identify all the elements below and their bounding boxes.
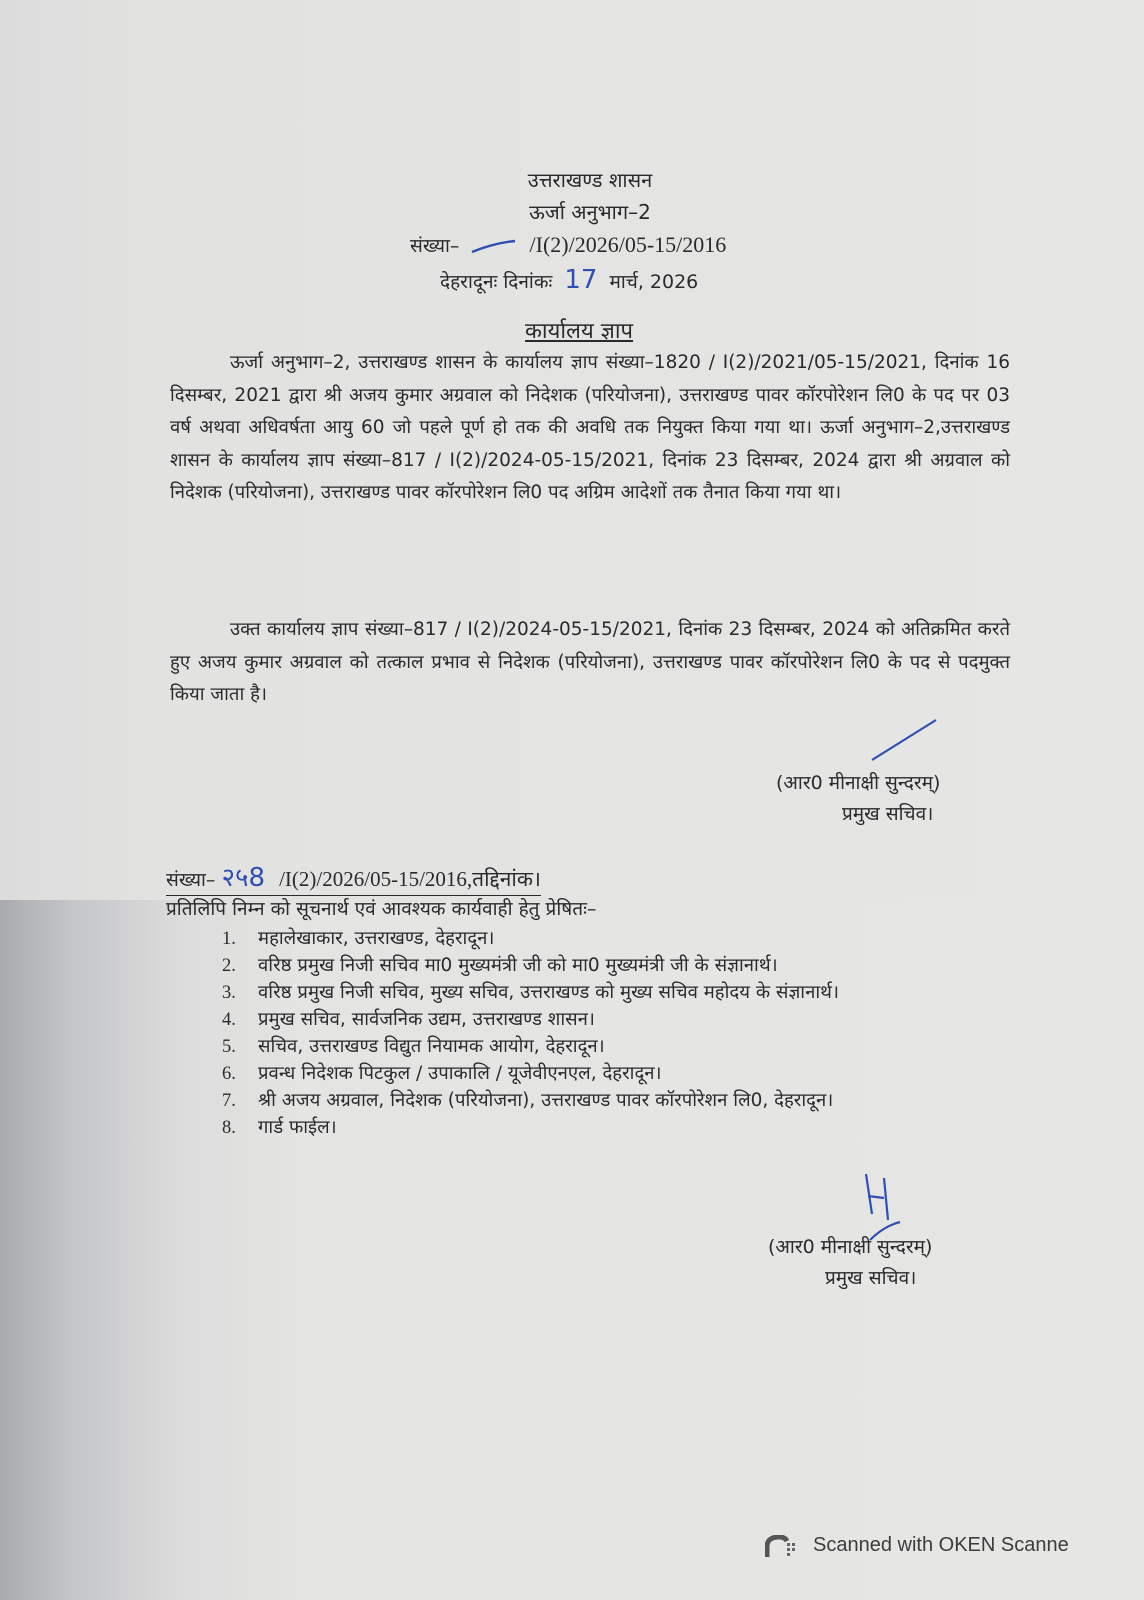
date-prefix: देहरादूनः दिनांकः [440,271,553,293]
handwritten-day: 17 [564,265,598,295]
watermark-text: Scanned with OKEN Scanne [813,1534,1069,1556]
list-item [222,927,1012,951]
list-number: 6. [222,1064,236,1084]
paragraph-1 [170,347,1010,510]
list-text: प्रवन्ध निदेशक पिटकुल / उपाकालि / यूजेवीएनएल, देहरादून। [258,1063,662,1084]
list-number: 2. [222,956,236,976]
government-heading: उत्तराखण्ड शासन [527,168,653,192]
list-item [222,1089,1012,1113]
list-text: गार्ड फाईल। [258,1117,337,1138]
signatory-designation-2: प्रमुख सचिव। [825,1267,917,1289]
list-item [222,1008,1012,1032]
list-number: 4. [222,1010,236,1030]
signatory-name-1: (आर0 मीनाक्षी सुन्दरम्) [776,772,941,794]
date-line [440,265,698,295]
document-title: कार्यालय ज्ञाप [525,319,634,344]
list-number: 7. [222,1091,236,1111]
list-item [222,1035,1012,1059]
paragraph-2-text: उक्त कार्यालय ज्ञाप संख्या–817 / I(2)/2024-05-15/2021, दिनांक 23 दिसम्बर, 2024 को अतिक्रमित करते हुए अजय कुमार अग्रवाल को तत्काल प्रभाव से निदेशक (परियोजना), उत्तराखण्ड पावर कॉरपोरेशन लि0 के पद से पदमुक्त किया जाता है। [170,619,1010,705]
list-number: 5. [222,1037,236,1057]
reference-number [410,232,726,258]
list-text: वरिष्ठ प्रमुख निजी सचिव, मुख्य सचिव, उत्तराखण्ड को मुख्य सचिव महोदय के संज्ञानार्थ। [258,982,839,1003]
list-item [222,981,1012,1005]
paragraph-1-text: ऊर्जा अनुभाग–2, उत्तराखण्ड शासन के कार्यालय ज्ञाप संख्या–1820 / I(2)/2021/05-15/2021, दिनांक 16 दिसम्बर, 2021 द्वारा श्री अजय कुमार अग्रवाल को निदेशक (परियोजना), उत्तराखण्ड पावर कॉरपोरेशन लि0 के पद पर 03 वर्ष अथवा अधिवर्षता आयु 60 जो पहले पूर्ण हो तक की अवधि तक नियुक्त किया गया था। ऊर्जा अनुभाग–2,उत्तराखण्ड शासन के कार्यालय ज्ञाप संख्या–817 / I(2)/2024-05-15/2021, दिनांक 23 दिसम्बर, 2024 द्वारा श्री अग्रवाल को निदेशक (परियोजना), उत्तराखण्ड पावर कॉरपोरेशन लि0 पद अग्रिम आदेशों तक तैनात किया गया था। [170,352,1010,503]
copy-reference-number [166,858,541,896]
handwritten-copy-number: २५8 [221,863,266,893]
handwritten-dash [469,237,519,257]
list-text: श्री अजय अग्रवाल, निदेशक (परियोजना), उत्तराखण्ड पावर कॉरपोरेशन लि0, देहरादून। [258,1090,834,1111]
list-item [222,954,1012,978]
date-month-year: मार्च, 2026 [609,271,699,293]
list-item [222,1062,1012,1086]
list-text: महालेखाकार, उत्तराखण्ड, देहरादून। [258,928,495,949]
list-number: 1. [222,929,236,949]
paragraph-2 [170,614,1010,712]
scanner-logo-icon [765,1535,801,1557]
copy-ref-suffix: /I(2)/2026/05-15/2016,तद्दिनांक। [279,867,541,891]
signatory-name-2: (आर0 मीनाक्षी सुन्दरम्) [768,1236,933,1258]
list-item [222,1116,1012,1140]
list-text: सचिव, उत्तराखण्ड विद्युत नियामक आयोग, देहरादून। [258,1036,605,1057]
list-number: 8. [222,1118,236,1138]
ref-prefix: संख्या– [410,235,460,257]
ref-suffix: /I(2)/2026/05-15/2016 [529,232,727,257]
list-number: 3. [222,983,236,1003]
department-heading: ऊर्जा अनुभाग–2 [529,200,651,224]
scanner-watermark [765,1534,1069,1557]
copy-ref-prefix: संख्या– [166,869,216,891]
signature-stroke-1 [868,716,942,764]
signatory-designation-1: प्रमुख सचिव। [842,803,934,825]
copy-intro: प्रतिलिपि निम्न को सूचनार्थ एवं आवश्यक कार्यवाही हेतु प्रेषितः– [166,898,597,920]
recipient-list [222,927,1012,1143]
list-text: वरिष्ठ प्रमुख निजी सचिव मा0 मुख्यमंत्री जी को मा0 मुख्यमंत्री जी के संज्ञानार्थ। [258,955,778,976]
list-text: प्रमुख सचिव, सार्वजनिक उद्यम, उत्तराखण्ड शासन। [258,1009,595,1030]
